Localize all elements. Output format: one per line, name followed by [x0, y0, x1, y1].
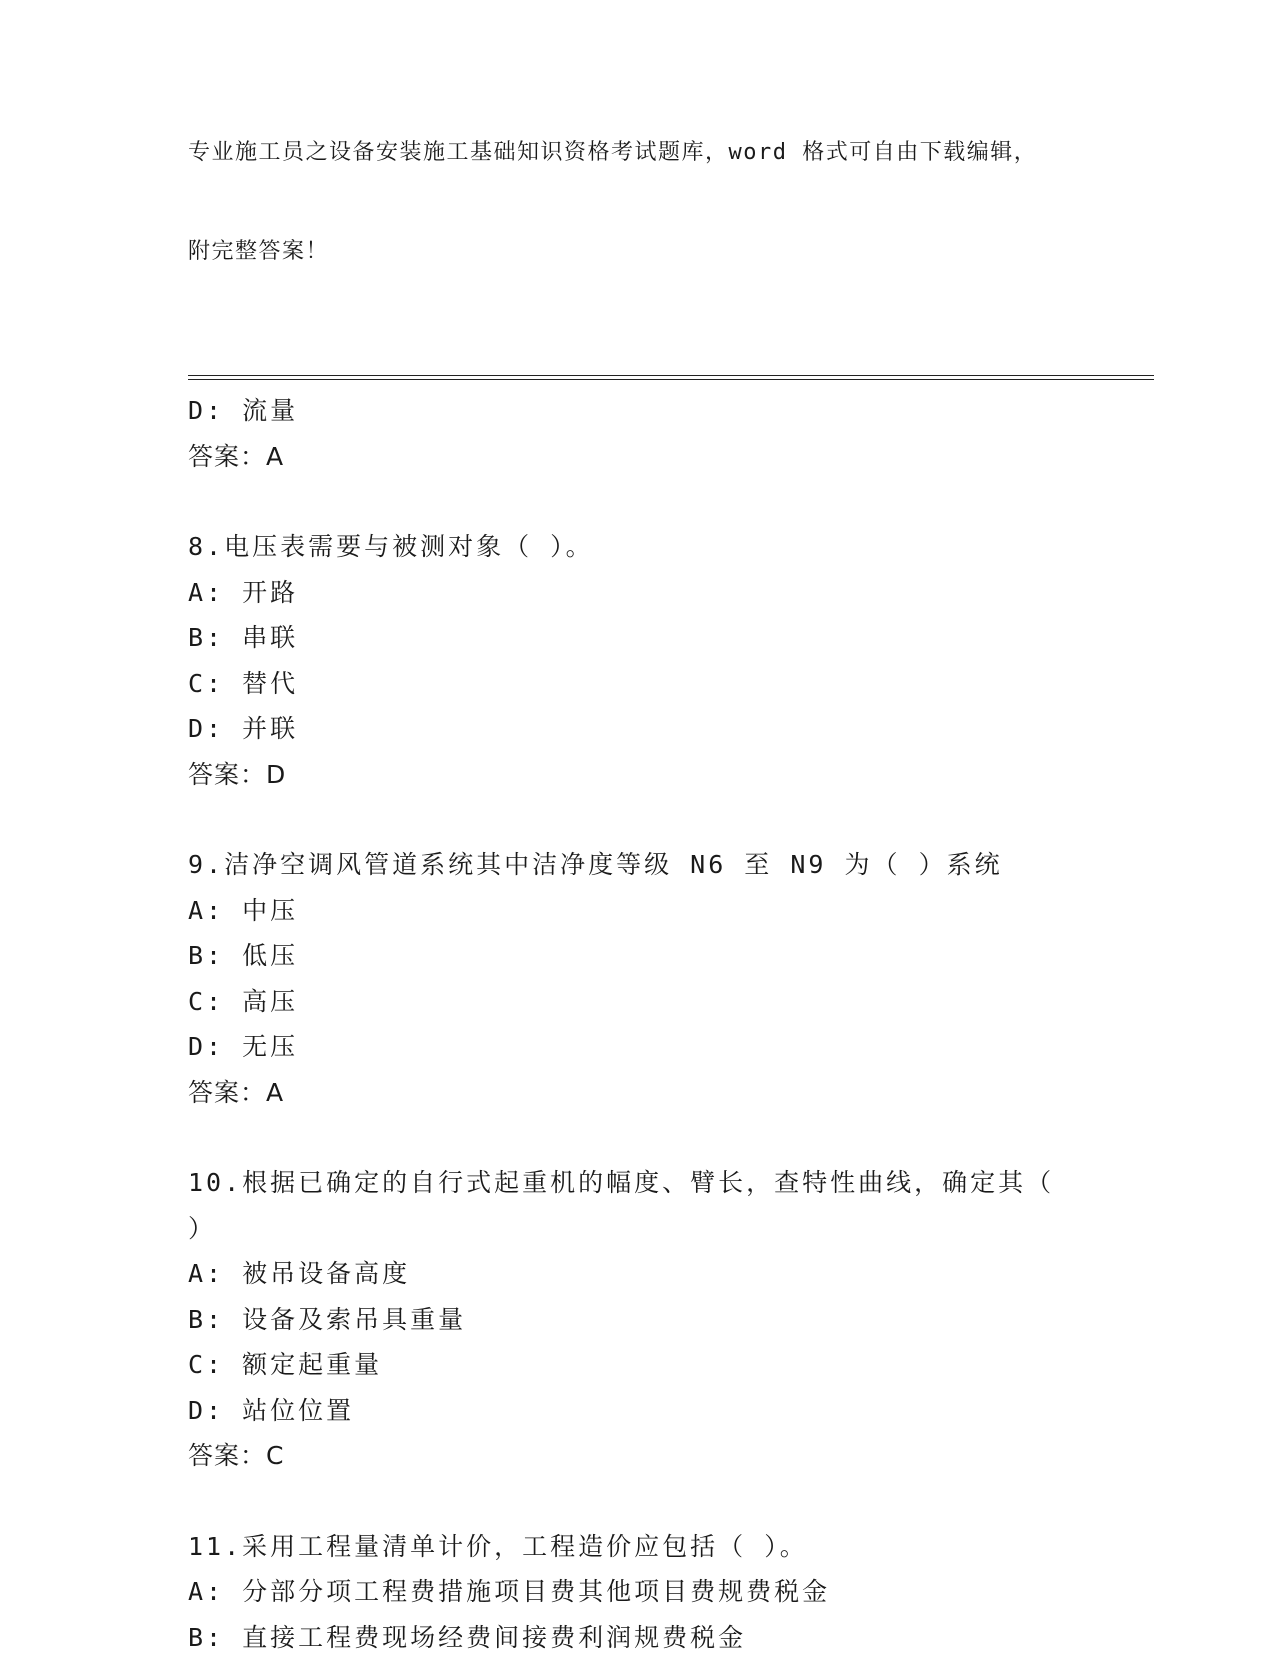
answer-label: 答案：C — [188, 1433, 1154, 1479]
answer-label: 答案：D — [188, 752, 1154, 798]
option-c: C: 额定起重量 — [188, 1342, 1154, 1388]
option-d: D: 站位位置 — [188, 1388, 1154, 1434]
question-stem: 11.采用工程量清单计价，工程造价应包括（ ）。 — [188, 1524, 1154, 1570]
question-spacer — [188, 1115, 1154, 1160]
question-content — [188, 388, 1154, 1660]
previous-question-option-d: D: 流量 — [188, 388, 1154, 434]
option-b: B: 串联 — [188, 615, 1154, 661]
question-10 — [188, 1160, 1154, 1479]
header-line-1: 专业施工员之设备安装施工基础知识资格考试题库，word 格式可自由下载编辑， — [188, 136, 1154, 169]
option-b: B: 设备及索吊具重量 — [188, 1297, 1154, 1343]
question-stem-line-1: 10.根据已确定的自行式起重机的幅度、臂长，查特性曲线，确定其（ — [188, 1160, 1154, 1206]
option-b: B: 直接工程费现场经费间接费利润规费税金 — [188, 1615, 1154, 1660]
option-a: A: 被吊设备高度 — [188, 1251, 1154, 1297]
question-9 — [188, 842, 1154, 1115]
document-header — [188, 70, 1154, 334]
question-stem: 8.电压表需要与被测对象（ ）。 — [188, 524, 1154, 570]
question-stem: 9.洁净空调风管道系统其中洁净度等级 N6 至 N9 为（ ）系统 — [188, 842, 1154, 888]
option-b: B: 低压 — [188, 933, 1154, 979]
option-a: A: 分部分项工程费措施项目费其他项目费规费税金 — [188, 1569, 1154, 1615]
previous-question-answer: 答案：A — [188, 434, 1154, 480]
option-c: C: 替代 — [188, 661, 1154, 707]
question-spacer — [188, 797, 1154, 842]
answer-label: 答案：A — [188, 1070, 1154, 1116]
option-a: A: 开路 — [188, 570, 1154, 616]
question-11 — [188, 1524, 1154, 1660]
header-line-2: 附完整答案！ — [188, 235, 1154, 268]
question-spacer — [188, 479, 1154, 524]
option-d: D: 无压 — [188, 1024, 1154, 1070]
question-stem-line-2: ） — [188, 1206, 1154, 1252]
option-c: C: 高压 — [188, 979, 1154, 1025]
header-divider — [188, 375, 1154, 380]
option-d: D: 并联 — [188, 706, 1154, 752]
question-spacer — [188, 1479, 1154, 1524]
question-8 — [188, 524, 1154, 797]
document-page — [188, 70, 1154, 1660]
option-a: A: 中压 — [188, 888, 1154, 934]
